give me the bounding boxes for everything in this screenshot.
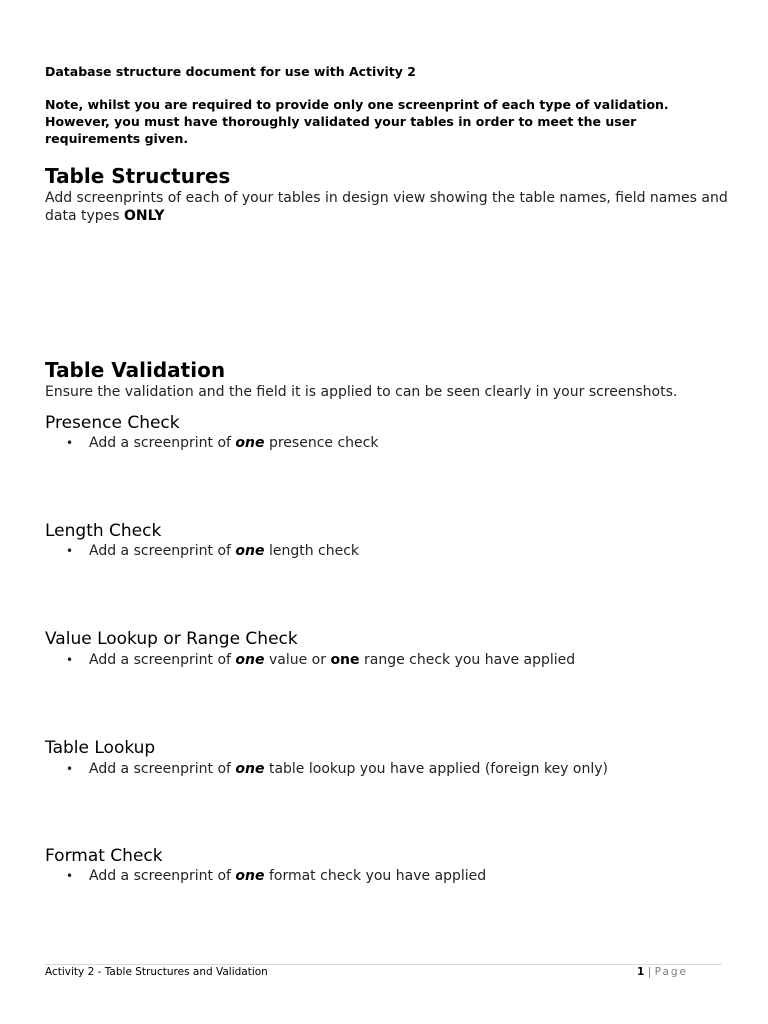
format-check-bullet: • Add a screenprint of one format check you have applied (66, 868, 487, 884)
table-lookup-bullet: • Add a screenprint of one table lookup you have applied (foreign key only) (66, 761, 608, 777)
table-lookup-heading: Table Lookup (45, 738, 156, 758)
bullet-icon: • (66, 869, 74, 883)
note-line-2: However, you must have thoroughly validated your tables in order to meet the user (45, 114, 637, 129)
bullet-icon: • (66, 653, 74, 667)
table-validation-heading: Table Validation (45, 358, 226, 382)
footer-divider (45, 964, 722, 965)
table-structures-text-line-1: Add screenprints of each of your tables in design view showing the table names, field names and (45, 190, 728, 206)
format-check-heading: Format Check (45, 846, 163, 866)
bullet-icon: • (66, 544, 74, 558)
value-lookup-bullet: • Add a screenprint of one value or one range check you have applied (66, 652, 576, 668)
value-lookup-heading: Value Lookup or Range Check (45, 629, 298, 649)
table-structures-text-line-2: data types ONLY (45, 208, 165, 224)
footer-title: Activity 2 - Table Structures and Validation (45, 966, 268, 978)
length-check-bullet: • Add a screenprint of one length check (66, 543, 360, 559)
page-number: 1 (637, 966, 645, 978)
only-emphasis: ONLY (124, 208, 165, 224)
presence-check-bullet: • Add a screenprint of one presence check (66, 435, 379, 451)
bullet-icon: • (66, 436, 74, 450)
page-separator: | (644, 966, 655, 978)
page-label: Page (654, 966, 688, 978)
note-line-3: requirements given. (45, 131, 189, 146)
table-validation-text: Ensure the validation and the field it is applied to can be seen clearly in your screenshots. (45, 384, 678, 400)
table-structures-heading: Table Structures (45, 164, 231, 188)
presence-check-heading: Presence Check (45, 413, 180, 433)
page-indicator (637, 966, 688, 979)
length-check-heading: Length Check (45, 521, 162, 541)
bullet-icon: • (66, 762, 74, 776)
note-line-1: Note, whilst you are required to provide only one screenprint of each type of validation. (45, 97, 669, 112)
document-title: Database structure document for use with Activity 2 (45, 64, 416, 79)
